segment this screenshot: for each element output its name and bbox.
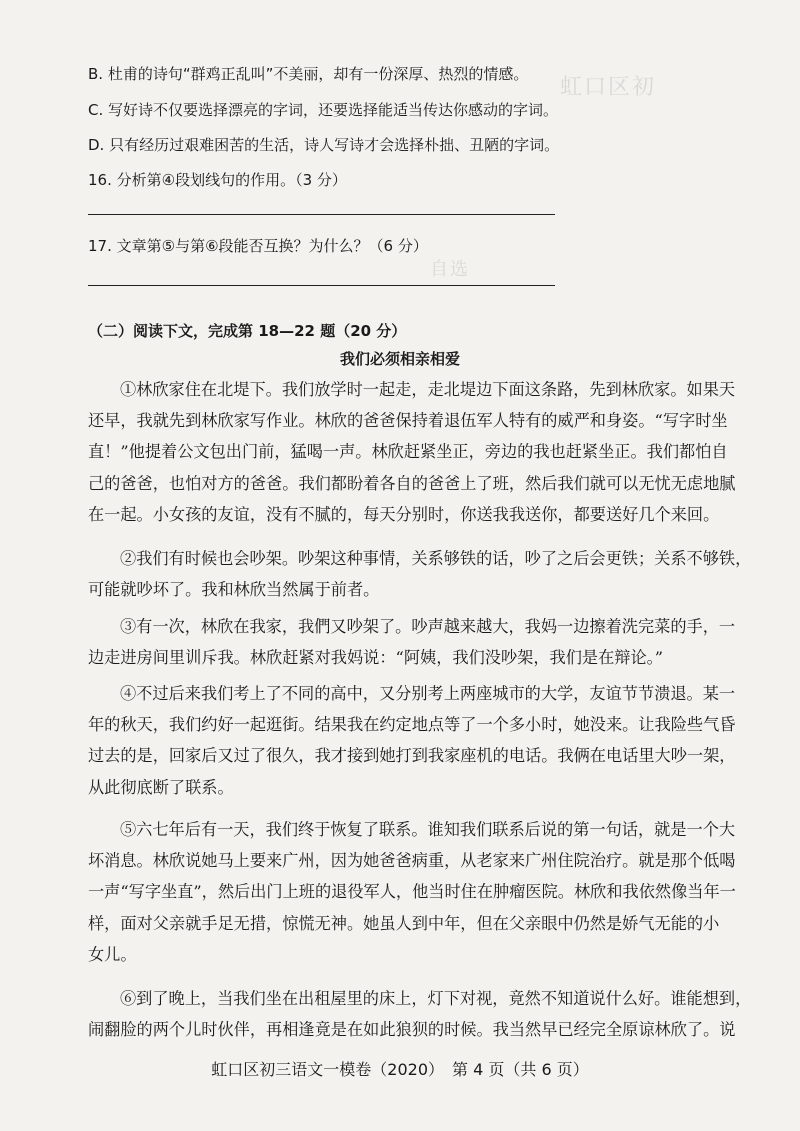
text-line: 己的爸爸，也怕对方的爸爸。我们都盼着各自的爸爸上了班，然后我们就可以无忧无虑地腻 [88, 473, 736, 493]
page-footer: 虹口区初三语文一模卷（2020） 第 4 页（共 6 页） [211, 1060, 589, 1079]
text-line: 闹翻脸的两个儿时伙伴，再相逢竟是在如此狼狈的时候。我当然早已经完全原谅林欣了。说 [88, 1020, 736, 1040]
text-line: 一声“写字坐直”，然后出门上班的退役军人，他当时住在肿瘤医院。林欣和我依然像当年一 [88, 882, 736, 902]
text-line: 过去的是，回家后又过了很久，我才接到她打到我家座机的电话。我俩在电话里大吵一架， [88, 746, 736, 766]
bleed-through-text: 自选 [430, 259, 470, 280]
text-line: ⑥到了晚上，当我们坐在出租屋里的床上，灯下对视，竟然不知道说什么好。谁能想到， [120, 989, 752, 1008]
text-line: 年的秋天，我们约好一起逛街。结果我在约定地点等了一个多小时，她没来。让我险些气昏 [88, 715, 736, 735]
text-line: 坏消息。林欣说她马上要来广州，因为她爸爸病重，从老家来广州住院治疗。就是那个低喝 [88, 851, 736, 871]
text-line: ⑤六七年后有一天，我们终于恢复了联系。谁知我们联系后说的第一句话，就是一个大 [120, 820, 736, 839]
question-16: 16. 分析第④段划线句的作用。（3 分） [88, 171, 347, 189]
paragraph-2 [88, 543, 752, 605]
paragraph-1 [88, 374, 736, 530]
text-line: 可能就吵坏了。我和林欣当然属于前者。 [88, 580, 380, 600]
text-line: 边走进房间里训斥我。林欣赶紧对我妈说：“阿姨，我们没吵架，我们是在辩论。” [88, 648, 664, 668]
option-b: B. 杜甫的诗句“群鸡正乱叫”不美丽，却有一份深厚、热烈的情感。 [88, 65, 529, 83]
option-c: C. 写好诗不仅要选择漂亮的字词，还要选择能适当传达你感动的字词。 [88, 101, 559, 119]
text-line: ③有一次，林欣在我家，我們又吵架了。吵声越来越大，我妈一边擦着洗完菜的手，一 [120, 617, 736, 636]
article-title: 我们必须相亲相爱 [339, 350, 460, 368]
text-line: 直！”他提着公文包出门前，猛喝一声。林欣赶紧坐正，旁边的我也赶紧坐正。我们都怕自 [88, 442, 728, 462]
paragraph-3 [88, 611, 736, 673]
text-line: ①林欣家住在北堤下。我们放学时一起走，走北堤边下面这条路，先到林欣家。如果天 [120, 380, 736, 399]
text-line: 在一起。小女孩的友谊，没有不腻的，每天分别时，你送我我送你，都要送好几个来回。 [88, 504, 720, 524]
text-line: 样，面对父亲就手足无措，惊慌无神。她虽人到中年，但在父亲眼中仍然是娇气无能的小 [88, 913, 720, 933]
paragraph-4 [88, 678, 736, 803]
question-17: 17. 文章第⑤与第⑥段能否互换？为什么？（6 分） [88, 237, 428, 255]
text-line: ④不过后来我们考上了不同的高中，又分别考上两座城市的大学，友谊节节溃退。某一 [120, 684, 736, 703]
paragraph-6 [88, 983, 752, 1045]
option-d: D. 只有经历过艰难困苦的生活，诗人写诗才会选择朴拙、丑陋的字词。 [88, 136, 560, 154]
text-line: 女儿。 [88, 944, 137, 964]
text-line: 从此彻底断了联系。 [88, 777, 234, 797]
text-line: ②我们有时候也会吵架。吵架这种事情，关系够铁的话，吵了之后会更铁；关系不够铁， [120, 549, 752, 568]
answer-line-16 [88, 214, 555, 215]
answer-line-17 [88, 285, 555, 286]
paragraph-5 [88, 814, 736, 970]
bleed-through-text: 虹口区初 [560, 75, 657, 100]
text-line: 还早，我就先到林欣家写作业。林欣的爸爸保持着退伍军人特有的威严和身姿。“写字时坐 [88, 411, 728, 431]
section-heading: （二）阅读下文，完成第 18—22 题（20 分） [88, 322, 407, 340]
